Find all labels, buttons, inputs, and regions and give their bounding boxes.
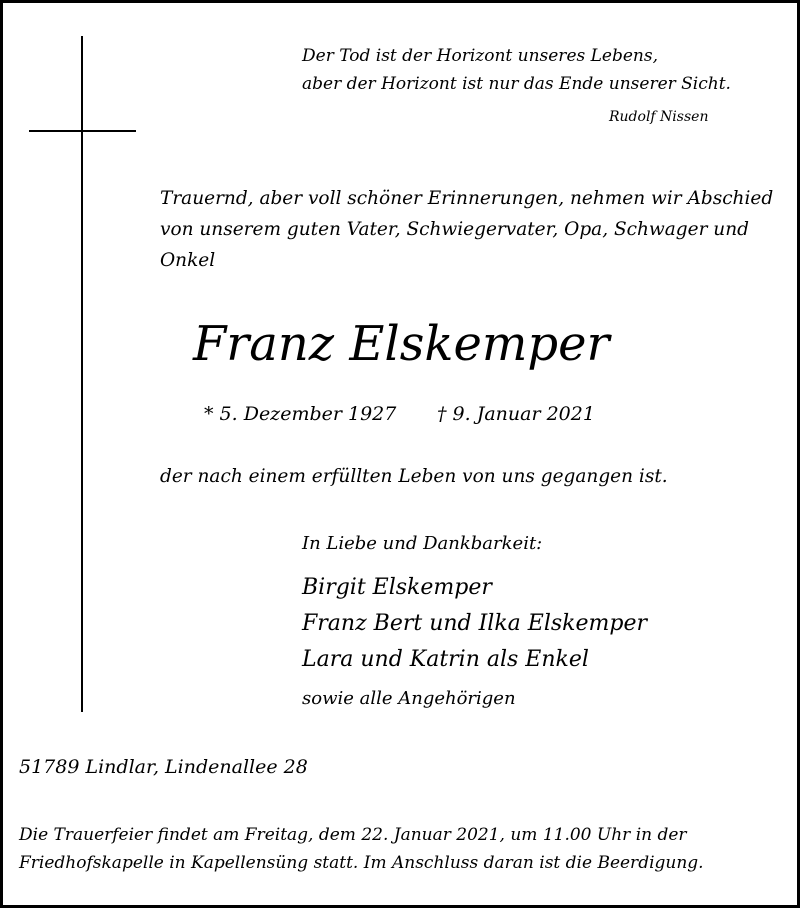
- quote-author: Rudolf Nissen: [609, 109, 709, 125]
- other-relatives: sowie alle Angehörigen: [302, 688, 516, 709]
- intro-line: von unserem guten Vater, Schwiegervater, Opa, Schwager und: [160, 219, 749, 240]
- mourner-name: Birgit Elskemper: [302, 575, 492, 600]
- quote-line: aber der Horizont ist nur das Ende unserer Sicht.: [302, 74, 731, 94]
- mourners-list: [302, 570, 647, 678]
- ceremony-notice: [19, 821, 789, 877]
- quote: [302, 42, 731, 98]
- address: 51789 Lindlar, Lindenallee 28: [19, 756, 308, 778]
- mourner-name: Franz Bert und Ilka Elskemper: [302, 611, 647, 636]
- intro-line: Trauernd, aber voll schöner Erinnerungen, nehmen wir Abschied: [160, 188, 774, 209]
- ceremony-line: Die Trauerfeier findet am Freitag, dem 22. Januar 2021, um 11.00 Uhr in der: [19, 825, 687, 845]
- intro-line: Onkel: [160, 250, 216, 271]
- mourners-heading: In Liebe und Dankbarkeit:: [302, 533, 543, 554]
- cross-icon: [81, 36, 83, 712]
- cross-icon-bar: [29, 130, 136, 132]
- deceased-name: Franz Elskemper: [193, 316, 610, 372]
- departed-text: der nach einem erfüllten Leben von uns gegangen ist.: [160, 466, 668, 487]
- birth-date: * 5. Dezember 1927: [204, 403, 397, 425]
- ceremony-line: Friedhofskapelle in Kapellensüng statt. Im Anschluss daran ist die Beerdigung.: [19, 853, 704, 873]
- quote-line: Der Tod ist der Horizont unseres Lebens,: [302, 46, 658, 66]
- mourner-name: Lara und Katrin als Enkel: [302, 647, 589, 672]
- death-date: † 9. Januar 2021: [437, 403, 595, 425]
- intro-text: [160, 183, 780, 276]
